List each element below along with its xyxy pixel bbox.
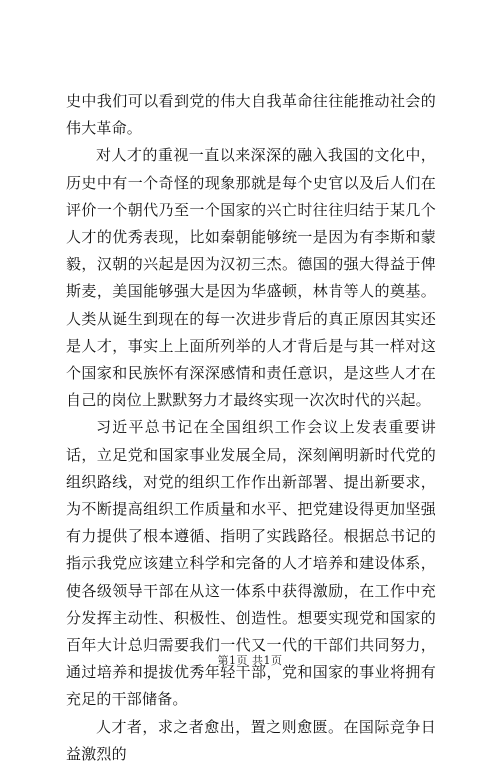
paragraph-talent-history: 对人才的重视一直以来深深的融入我国的文化中，历史中有一个奇怪的现象那就是每个史官以及后人们在评价一个朝代乃至一个国家的兴亡时往往归结于某几个人才的优秀表现，比如秦朝能够统一是因为有李斯和蒙毅，汉朝的兴起是因为汉初三杰。德国的强大得益于俾斯麦，美国能够强大是因为华盛顿，林肯等人的奠基。人类从诞生到现在的每一次进步背后的真正原因其实还是人才，事实上上面所列举的人才背后是与其一样对这个国家和民族怀有深深感情和责任意识，是这些人才在自己的岗位上默默努力才最终实现一次次时代的兴起。 bbox=[66, 146, 436, 410]
paragraph-talent-quote: 人才者，求之者愈出，置之则愈匮。在国际竞争日益激烈的 bbox=[66, 717, 436, 763]
page-footer: 第1页 共1页 bbox=[217, 654, 283, 667]
paragraph-organization-work: 习近平总书记在全国组织工作会议上发表重要讲话，立足党和国家事业发展全局，深刻阐明新时代党的组织路线，对党的组织工作作出新部署、提出新要求，为不断提高组织工作质量和水平、把党建设得更加坚强有力提供了根本遵循、指明了实践路径。根据总书记的指示我党应该建立科学和完备的人才培养和建设体系，使各级领导干部在从这一体系中获得激励，在工作中充分发挥主动性、积极性、创造性。想要实现党和国家的百年大计总归需要我们一代又一代的干部们共同努力，通过培养和提拔优秀年轻干部，党和国家的事业将拥有充足的干部储备。 bbox=[66, 418, 436, 709]
paragraph-continuation: 史中我们可以看到党的伟大自我革命往往能推动社会的伟大革命。 bbox=[66, 92, 436, 138]
